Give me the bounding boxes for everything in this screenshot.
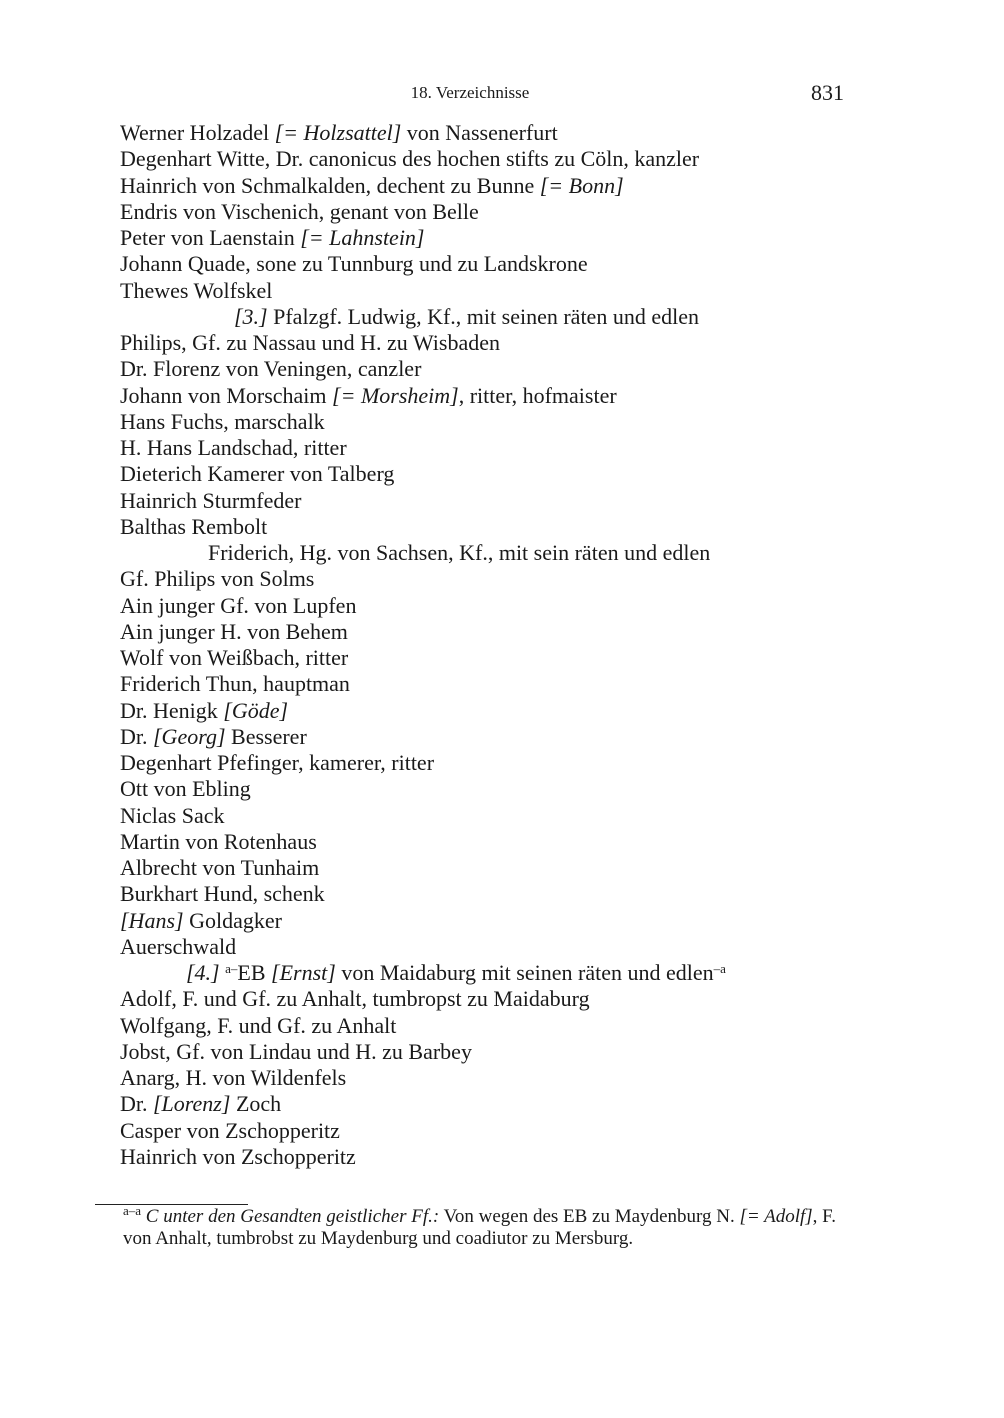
- text-run: Ain junger Gf. von Lupfen: [120, 592, 357, 618]
- list-item: [120, 593, 860, 619]
- text-run: Hainrich von Schmalkalden, dechent zu Bunne: [120, 172, 540, 198]
- list-item: [120, 383, 860, 409]
- editorial-note: [= Morsheim]: [332, 382, 459, 408]
- list-item: [120, 199, 860, 225]
- text-run: Gf. Philips von Solms: [120, 566, 315, 592]
- editorial-note: [= Adolf]: [739, 1206, 813, 1227]
- editorial-note: [= Lahnstein]: [300, 225, 425, 250]
- text-run: , F. von Anhalt, tumbrobst zu Maydenburg und coadiutor zu Mersburg.: [123, 1206, 836, 1249]
- list-item: [120, 1118, 860, 1144]
- list-item: [120, 409, 860, 435]
- text-run: Goldagker: [183, 907, 282, 933]
- text-run: Martin von Rotenhaus: [120, 828, 317, 854]
- list-item: [120, 1039, 860, 1065]
- list-item: [120, 934, 860, 960]
- editorial-note: [Hans]: [120, 907, 184, 933]
- text-run: Pfalzgf. Ludwig, Kf., mit seinen räten und edlen: [267, 303, 699, 329]
- page-header: [0, 80, 1004, 110]
- editorial-note: [Göde]: [223, 697, 289, 723]
- list-item: [120, 461, 860, 487]
- editorial-note: [= Bonn]: [539, 172, 624, 198]
- editorial-note: [= Holzsattel]: [274, 120, 402, 145]
- section-heading: [120, 960, 860, 986]
- text-run: Balthas Rembolt: [120, 513, 268, 539]
- apparatus-marker: a–: [225, 960, 238, 976]
- text-run: Hainrich Sturmfeder: [120, 487, 302, 513]
- text-run: Besserer: [225, 723, 307, 749]
- list-item: [120, 173, 860, 199]
- footnote-a: [95, 1202, 847, 1250]
- list-item: [120, 855, 860, 881]
- list-item: [120, 645, 860, 671]
- text-run: Ain junger H. von Behem: [120, 618, 348, 644]
- list-item: [120, 514, 860, 540]
- text-run: Friderich Thun, hauptman: [120, 671, 350, 697]
- list-item: [120, 1144, 860, 1170]
- text-run: von Nassenerfurt: [401, 120, 558, 145]
- text-run: Zoch: [230, 1091, 282, 1117]
- section-heading: [120, 304, 860, 330]
- list-item: [120, 225, 860, 251]
- footnotes: [95, 1202, 847, 1250]
- list-item: [120, 698, 860, 724]
- list-item: [120, 330, 860, 356]
- apparatus-marker: –a: [713, 960, 726, 976]
- name-list: [120, 120, 860, 1170]
- list-item: [120, 278, 860, 304]
- list-item: [120, 146, 860, 172]
- editorial-note: [Lorenz]: [153, 1091, 231, 1117]
- text-run: Degenhart Witte, Dr. canonicus des hochen stifts zu Cöln, kanzler: [120, 146, 700, 172]
- list-item: [120, 986, 860, 1012]
- text-run: Von wegen des EB zu Maydenburg N.: [439, 1206, 740, 1227]
- list-item: [120, 724, 860, 750]
- list-item: [120, 750, 860, 776]
- section-heading: [120, 540, 860, 566]
- list-item: [120, 908, 860, 934]
- text-run: Albrecht von Tunhaim: [120, 855, 320, 880]
- list-item: [120, 881, 860, 907]
- text-run: Hans Fuchs, marschalk: [120, 408, 325, 434]
- text-run: Endris von Vischenich, genant von Belle: [120, 198, 479, 224]
- text-run: Adolf, F. und Gf. zu Anhalt, tumbropst zu Maidaburg: [120, 986, 590, 1012]
- list-item: [120, 435, 860, 461]
- list-item: [120, 776, 860, 802]
- text-run: von Maidaburg mit seinen räten und edlen: [335, 960, 714, 985]
- list-item: [120, 671, 860, 697]
- editorial-note: C unter den Gesandten geistlicher Ff.:: [145, 1206, 440, 1227]
- list-item: [120, 829, 860, 855]
- text-run: Dr.: [120, 1091, 153, 1117]
- text-run: Ott von Ebling: [120, 776, 251, 802]
- editorial-note: [Ernst]: [271, 960, 336, 985]
- text-run: , ritter, hofmaister: [458, 382, 617, 408]
- text-run: Dieterich Kamerer von Talberg: [120, 461, 395, 487]
- list-item: [120, 251, 860, 277]
- list-item: [120, 1091, 860, 1117]
- editorial-note: [3.]: [234, 303, 268, 329]
- list-item: [120, 120, 860, 146]
- text-run: Wolfgang, F. und Gf. zu Anhalt: [120, 1012, 397, 1038]
- text-run: Dr.: [120, 723, 153, 749]
- list-item: [120, 356, 860, 382]
- text-run: Hainrich von Zschopperitz: [120, 1143, 356, 1169]
- text-run: Casper von Zschopperitz: [120, 1117, 340, 1143]
- list-item: [120, 803, 860, 829]
- text-run: Jobst, Gf. von Lindau und H. zu Barbey: [120, 1038, 472, 1064]
- text-run: Thewes Wolfskel: [120, 277, 273, 303]
- editorial-note: [Georg]: [153, 723, 226, 749]
- text-run: Dr. Henigk: [120, 697, 224, 723]
- list-item: [120, 619, 860, 645]
- text-run: Werner Holzadel: [120, 120, 275, 145]
- text-run: Dr. Florenz von Veningen, canzler: [120, 356, 422, 382]
- text-run: Niclas Sack: [120, 802, 225, 828]
- text-run: Auerschwald: [120, 933, 237, 959]
- running-title: 18. Verzeichnisse: [410, 83, 530, 102]
- text-run: Peter von Laenstain: [120, 225, 301, 250]
- text-run: Johann Quade, sone zu Tunnburg und zu Landskrone: [120, 251, 588, 277]
- text-run: Friderich, Hg. von Sachsen, Kf., mit sein räten und edlen: [208, 540, 711, 565]
- footnote-divider: [95, 1204, 248, 1205]
- page-number: 831: [811, 80, 844, 105]
- text-run: Wolf von Weißbach, ritter: [120, 645, 349, 670]
- list-item: [120, 488, 860, 514]
- list-item: [120, 1013, 860, 1039]
- editorial-note: [4.]: [186, 960, 220, 985]
- text-run: Johann von Morschaim: [120, 382, 333, 408]
- text-run: Anarg, H. von Wildenfels: [120, 1065, 347, 1090]
- text-run: Burkhart Hund, schenk: [120, 881, 325, 907]
- list-item: [120, 1065, 860, 1091]
- text-run: EB: [237, 960, 272, 985]
- text-run: Philips, Gf. zu Nassau und H. zu Wisbaden: [120, 330, 500, 355]
- text-run: Degenhart Pfefinger, kamerer, ritter: [120, 750, 435, 775]
- footnote-marker: a–a: [123, 1202, 142, 1218]
- text-run: H. Hans Landschad, ritter: [120, 435, 347, 460]
- list-item: [120, 566, 860, 592]
